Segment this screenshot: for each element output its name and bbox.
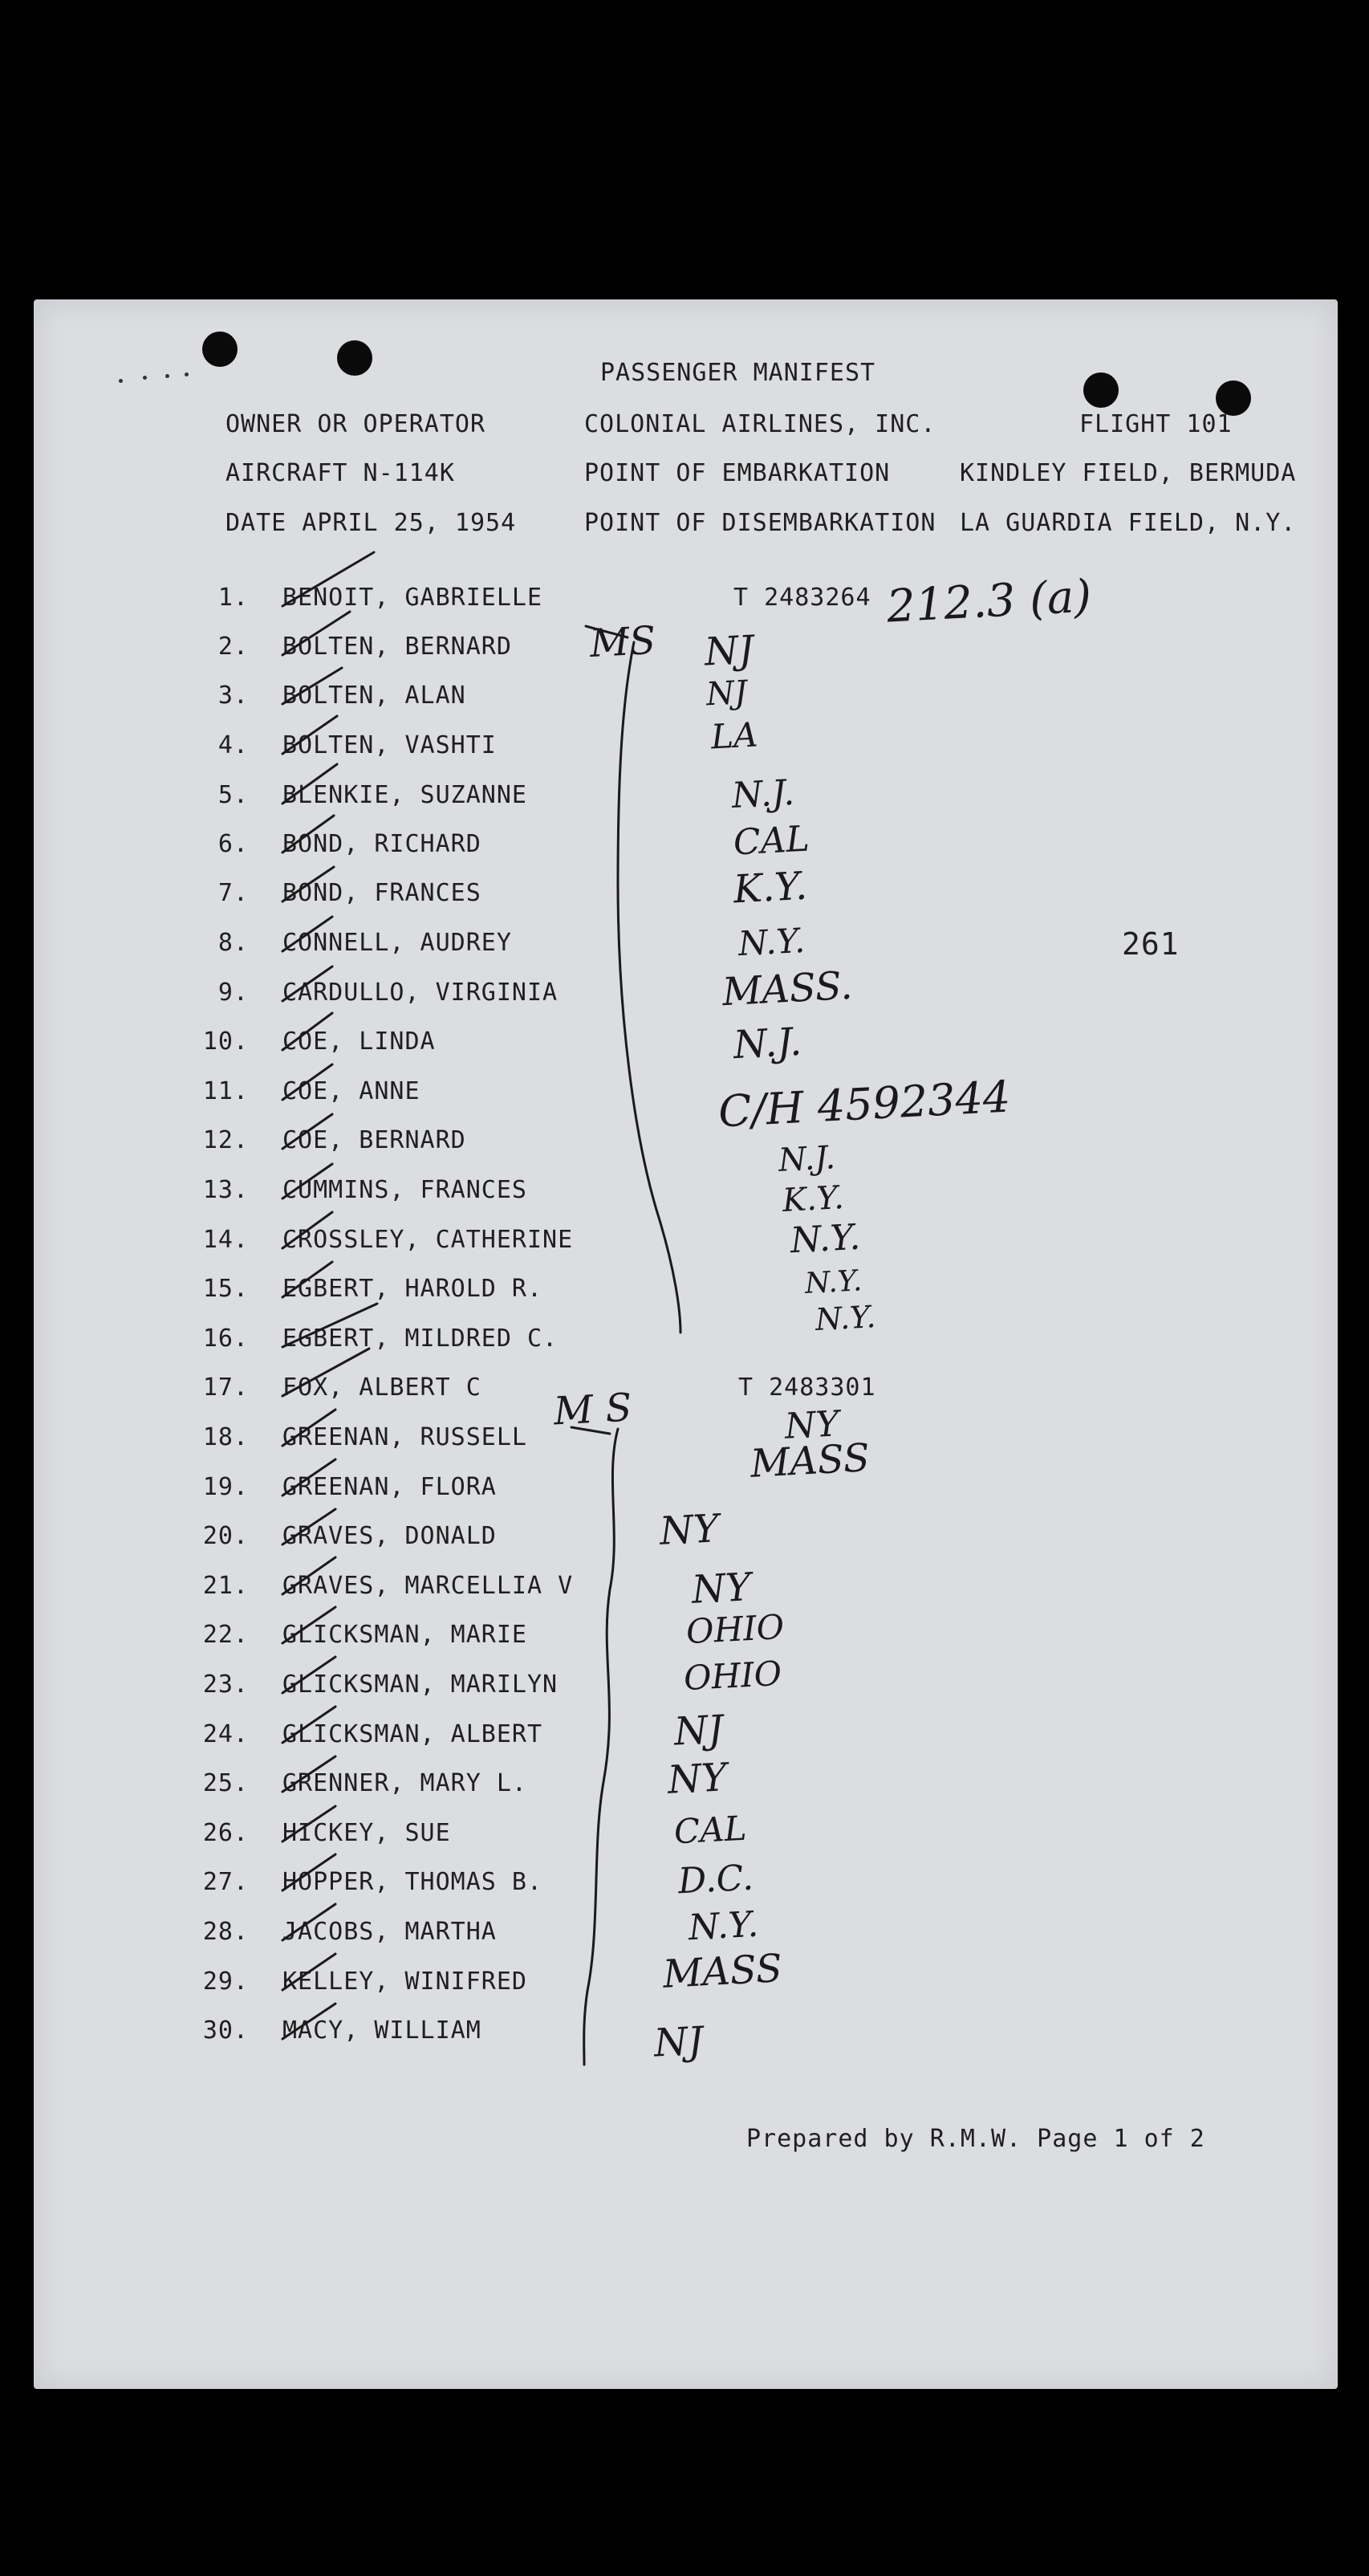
handwritten-state: NJ xyxy=(703,627,755,675)
prepared-by-footer: Prepared by R.M.W. Page 1 of 2 xyxy=(746,2125,1205,2153)
passenger-name: COE, LINDA xyxy=(282,1028,436,1056)
passenger-name: GLICKSMAN, MARIE xyxy=(282,1621,527,1649)
page-stamp: 261 xyxy=(1122,926,1180,962)
passenger-name: JACOBS, MARTHA xyxy=(282,1918,497,1946)
passenger-name: BOND, RICHARD xyxy=(282,830,481,858)
operator-name: COLONIAL AIRLINES, INC. xyxy=(584,410,936,438)
passenger-name: EGBERT, MILDRED C. xyxy=(282,1325,559,1353)
handwritten-state: CAL xyxy=(672,1808,748,1852)
ticket-reference: T 2483264 xyxy=(733,584,871,612)
disembarkation-label: POINT OF DISEMBARKATION xyxy=(584,509,936,537)
handwritten-state: NY xyxy=(783,1403,840,1447)
passenger-number: 23. xyxy=(202,1671,249,1699)
manifest-title: PASSENGER MANIFEST xyxy=(600,359,876,387)
handwritten-reference-code: 212.3 (a) xyxy=(885,570,1093,633)
handwritten-state: K.Y. xyxy=(781,1179,845,1219)
passenger-name: BOLTEN, BERNARD xyxy=(282,633,512,661)
passenger-number: 7. xyxy=(217,879,249,907)
handwritten-state: NY xyxy=(690,1565,753,1613)
passenger-number: 5. xyxy=(217,781,249,809)
passenger-number: 6. xyxy=(217,830,249,858)
handwritten-state: N.Y. xyxy=(789,1216,862,1262)
passenger-number: 12. xyxy=(202,1126,249,1154)
passenger-number: 14. xyxy=(202,1226,249,1254)
handwritten-state: CAL xyxy=(732,818,810,864)
handwritten-state: N.J. xyxy=(777,1139,836,1179)
passenger-name: GRAVES, DONALD xyxy=(282,1522,497,1550)
passenger-number: 25. xyxy=(202,1769,249,1797)
passenger-name: BOND, FRANCES xyxy=(282,879,481,907)
handwritten-state: NJ xyxy=(652,2018,705,2066)
handwritten-state: NJ xyxy=(705,674,749,714)
punch-hole xyxy=(337,340,372,376)
paper-mark xyxy=(185,372,189,376)
handwritten-ms-mark: M S xyxy=(552,1385,633,1435)
handwritten-state: OHIO xyxy=(684,1606,786,1652)
handwritten-state: OHIO xyxy=(682,1653,783,1699)
ticket-reference: T 2483301 xyxy=(738,1373,876,1402)
passenger-name: GLICKSMAN, ALBERT xyxy=(282,1720,543,1748)
passenger-name: GRENNER, MARY L. xyxy=(282,1769,527,1797)
handwritten-ms-mark: MS xyxy=(588,617,657,667)
passenger-name: COE, ANNE xyxy=(282,1077,420,1105)
handwritten-state: N.Y. xyxy=(814,1299,877,1337)
passenger-name: HOPPER, THOMAS B. xyxy=(282,1868,543,1896)
passenger-number: 24. xyxy=(202,1720,249,1748)
handwritten-state: LA xyxy=(709,714,759,757)
passenger-name: BOLTEN, ALAN xyxy=(282,682,466,710)
passenger-name: CONNELL, AUDREY xyxy=(282,929,512,957)
passenger-number: 2. xyxy=(217,633,249,661)
handwritten-state: N.J. xyxy=(732,1019,803,1068)
passenger-name: BLENKIE, SUZANNE xyxy=(282,781,527,809)
passenger-number: 29. xyxy=(202,1968,249,1996)
handwritten-state: NJ xyxy=(672,1707,725,1755)
passenger-name: GREENAN, RUSSELL xyxy=(282,1423,527,1451)
passenger-number: 27. xyxy=(202,1868,249,1896)
handwritten-state: MASS xyxy=(749,1435,871,1487)
paper-mark xyxy=(165,374,169,378)
passenger-name: GLICKSMAN, MARILYN xyxy=(282,1671,559,1699)
embarkation-place: KINDLEY FIELD, BERMUDA xyxy=(960,459,1297,487)
paper-mark xyxy=(119,379,123,383)
passenger-name: FOX, ALBERT C xyxy=(282,1373,481,1402)
passenger-number: 22. xyxy=(202,1621,249,1649)
punch-hole xyxy=(202,332,238,367)
passenger-name: BENOIT, GABRIELLE xyxy=(282,584,543,612)
passenger-name: EGBERT, HAROLD R. xyxy=(282,1275,543,1303)
passenger-number: 10. xyxy=(202,1028,249,1056)
passenger-number: 8. xyxy=(217,929,249,957)
passenger-name: CUMMINS, FRANCES xyxy=(282,1176,527,1204)
handwritten-state: N.J. xyxy=(730,771,796,817)
flight-number: FLIGHT 101 xyxy=(1079,410,1233,438)
handwritten-state: MASS xyxy=(661,1946,784,1997)
punch-hole xyxy=(1083,372,1119,408)
disembarkation-place: LA GUARDIA FIELD, N.Y. xyxy=(960,509,1297,537)
passenger-number: 21. xyxy=(202,1572,249,1600)
passenger-number: 30. xyxy=(202,2016,249,2045)
passenger-number: 26. xyxy=(202,1819,249,1847)
handwritten-state: N.Y. xyxy=(687,1903,760,1949)
passenger-name: KELLEY, WINIFRED xyxy=(282,1968,527,1996)
embarkation-label: POINT OF EMBARKATION xyxy=(584,459,891,487)
passenger-name: GREENAN, FLORA xyxy=(282,1473,497,1501)
handwritten-state: N.Y. xyxy=(737,920,806,964)
passenger-number: 18. xyxy=(202,1423,249,1451)
passenger-number: 17. xyxy=(202,1373,249,1402)
passenger-name: GRAVES, MARCELLIA V xyxy=(282,1572,574,1600)
passenger-name: CARDULLO, VIRGINIA xyxy=(282,979,559,1007)
passenger-name: HICKEY, SUE xyxy=(282,1819,451,1847)
paper-mark xyxy=(143,376,147,380)
handwritten-state: K.Y. xyxy=(732,863,809,913)
handwritten-case-number: C/H 4592344 xyxy=(717,1071,1012,1137)
owner-label: OWNER OR OPERATOR xyxy=(225,410,486,438)
handwritten-state: MASS. xyxy=(721,962,854,1015)
passenger-name: MACY, WILLIAM xyxy=(282,2016,481,2045)
handwritten-state: NY xyxy=(666,1755,729,1803)
passenger-number: 4. xyxy=(217,731,249,759)
aircraft-number: AIRCRAFT N-114K xyxy=(225,459,455,487)
handwritten-state: D.C. xyxy=(676,1857,755,1902)
passenger-number: 16. xyxy=(202,1325,249,1353)
passenger-number: 15. xyxy=(202,1275,249,1303)
passenger-number: 19. xyxy=(202,1473,249,1501)
handwritten-state: NY xyxy=(658,1506,721,1554)
passenger-name: CROSSLEY, CATHERINE xyxy=(282,1226,574,1254)
handwritten-state: N.Y. xyxy=(803,1264,863,1300)
flight-date: DATE APRIL 25, 1954 xyxy=(225,509,517,537)
passenger-number: 9. xyxy=(217,979,249,1007)
passenger-number: 3. xyxy=(217,682,249,710)
passenger-number: 20. xyxy=(202,1522,249,1550)
passenger-number: 1. xyxy=(217,584,249,612)
passenger-name: BOLTEN, VASHTI xyxy=(282,731,497,759)
passenger-number: 13. xyxy=(202,1176,249,1204)
passenger-number: 28. xyxy=(202,1918,249,1946)
passenger-name: COE, BERNARD xyxy=(282,1126,466,1154)
passenger-number: 11. xyxy=(202,1077,249,1105)
